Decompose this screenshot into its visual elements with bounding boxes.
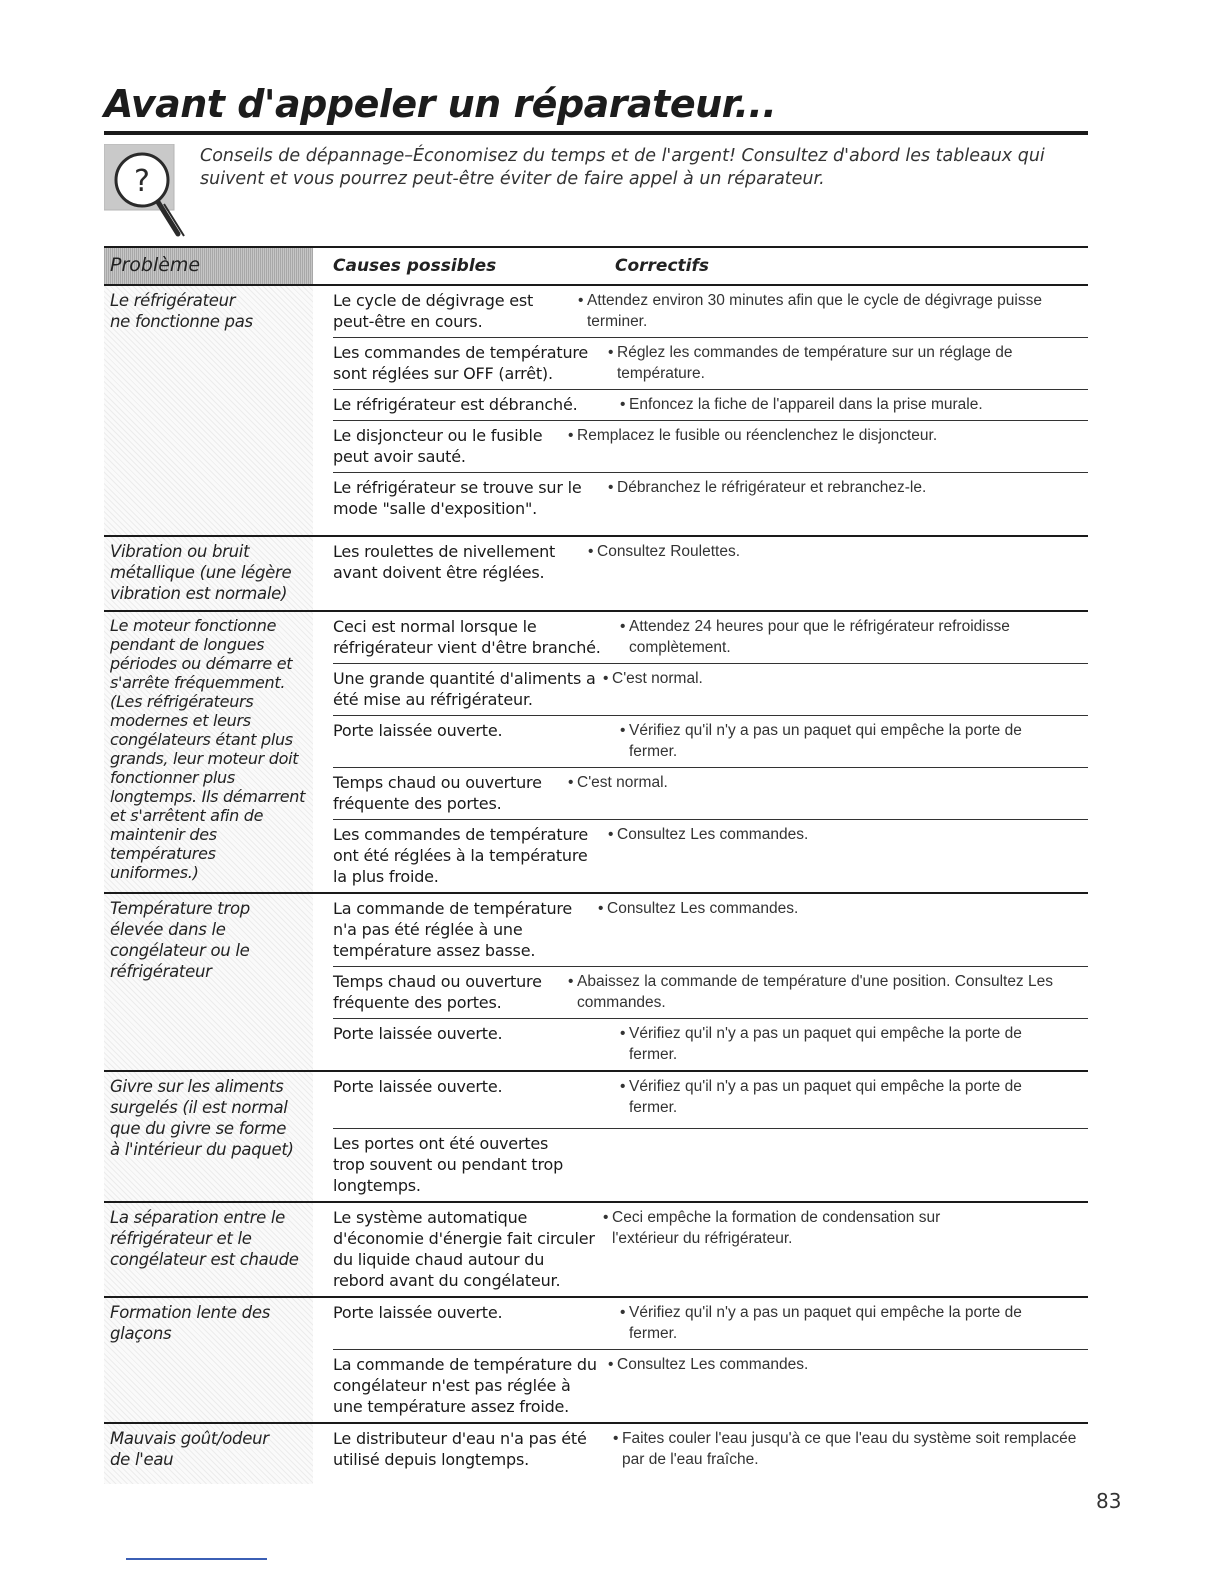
cause-text: La commande de température du congélateur n'est pas réglée à une température assez froide. (333, 1355, 597, 1416)
table-row (333, 967, 1088, 1019)
cause-text: Le réfrigérateur est débranché. (333, 395, 578, 414)
problem-cell (104, 1424, 313, 1484)
help-magnifier-icon (104, 144, 188, 240)
table-row (333, 537, 1088, 588)
cause-text: Une grande quantité d'aliments a été mise au réfrigérateur. (333, 669, 596, 709)
table-row (333, 768, 1088, 820)
table-row (333, 286, 1088, 338)
cause-text: Porte laissée ouverte. (333, 1024, 503, 1043)
problem-group (104, 286, 1088, 537)
header-problem (104, 248, 313, 284)
fix-text (573, 1133, 1088, 1196)
tip-text: Conseils de dépannage–Économisez du temps et de l'argent! Consultez d'abord les tableaux qui suivent et vous pourrez peut-être éviter de faire appel à un réparateur. (200, 146, 1045, 189)
header-problem-label: Problème (110, 254, 201, 276)
cause-text: Temps chaud ou ouverture fréquente des portes. (333, 773, 542, 813)
problem-text: La séparation entre le réfrigérateur et le congélateur est chaude (110, 1208, 299, 1269)
cause-text: Le distributeur d'eau n'a pas été utilisé depuis longtemps. (333, 1429, 587, 1469)
problem-group (104, 1072, 1088, 1203)
problem-text: Formation lente des glaçons (110, 1303, 270, 1343)
problem-text: Le réfrigérateur ne fonctionne pas (110, 291, 253, 331)
fix-text: • Remplacez le fusible ou réenclenchez le disjoncteur. (563, 425, 1088, 467)
cause-text: Porte laissée ouverte. (333, 721, 503, 740)
problem-cell (104, 286, 313, 535)
table-header (104, 246, 1088, 286)
cause-text: Temps chaud ou ouverture fréquente des portes. (333, 972, 542, 1012)
problem-group (104, 612, 1088, 894)
fix-text: • Vérifiez qu'il n'y a pas un paquet qui empêche la porte de fermer. (615, 1076, 1088, 1118)
fix-text: • Vérifiez qu'il n'y a pas un paquet qui empêche la porte de fermer. (615, 1302, 1088, 1344)
table-row (333, 1019, 1088, 1070)
cause-text: Porte laissée ouverte. (333, 1303, 503, 1322)
fix-text: • Attendez 24 heures pour que le réfrigérateur refroidisse complètement. (615, 616, 1088, 658)
fix-text: • Consultez Roulettes. (583, 541, 1088, 583)
problem-group (104, 537, 1088, 612)
fix-text: • C'est normal. (598, 668, 1088, 710)
table-row (333, 820, 1088, 892)
fix-text: • Consultez Les commandes. (603, 1354, 1088, 1417)
table-row (333, 664, 1088, 716)
troubleshooting-table (104, 246, 1088, 1484)
svg-text:?: ? (134, 164, 150, 199)
problem-text: Mauvais goût/odeur de l'eau (110, 1429, 269, 1469)
fix-text: • Débranchez le réfrigérateur et rebranchez-le. (603, 477, 1088, 519)
cause-text: Le réfrigérateur se trouve sur le mode "salle d'exposition". (333, 478, 582, 518)
fix-text: • Faites couler l'eau jusqu'à ce que l'eau du système soit remplacée par de l'eau fraîche. (608, 1428, 1088, 1470)
cause-text: Les commandes de température ont été réglées à la température la plus froide. (333, 825, 589, 886)
fix-text: • Consultez Les commandes. (603, 824, 1088, 887)
cause-text: Les roulettes de nivellement avant doivent être réglées. (333, 542, 556, 582)
cause-text: Les commandes de température sont réglées sur OFF (arrêt). (333, 343, 589, 383)
problem-group (104, 1298, 1088, 1424)
page-number: 83 (1096, 1489, 1122, 1513)
fix-text: • Réglez les commandes de température sur un réglage de température. (603, 342, 1088, 384)
table-row (333, 1298, 1088, 1350)
table-row (333, 338, 1088, 390)
problem-text: Givre sur les aliments surgelés (il est normal que du givre se forme à l'intérieur du paquet) (110, 1077, 294, 1159)
table-row (333, 473, 1088, 535)
problem-text: Température trop élevée dans le congélateur ou le réfrigérateur (110, 899, 250, 981)
table-row (333, 894, 1088, 967)
cause-text: Le cycle de dégivrage est peut-être en cours. (333, 291, 534, 331)
table-row (333, 1072, 1088, 1129)
table-row (333, 1350, 1088, 1422)
cause-text: Les portes ont été ouvertes trop souvent ou pendant trop longtemps. (333, 1134, 564, 1195)
fix-text: • Ceci empêche la formation de condensation sur l'extérieur du réfrigérateur. (598, 1207, 1088, 1291)
problem-text: Vibration ou bruit métallique (une légère vibration est normale) (110, 542, 292, 603)
cause-text: Le disjoncteur ou le fusible peut avoir sauté. (333, 426, 543, 466)
table-row (333, 1129, 1088, 1201)
problem-cell (104, 1203, 313, 1296)
cause-text: Le système automatique d'économie d'énergie fait circuler du liquide chaud autour du rebord avant du congélateur. (333, 1208, 595, 1290)
problem-group (104, 1203, 1088, 1298)
fix-text: • Enfoncez la fiche de l'appareil dans la prise murale. (615, 394, 1088, 415)
title-rule (104, 131, 1088, 135)
table-row (333, 1424, 1088, 1475)
table-row (333, 390, 1088, 421)
table-row (333, 1203, 1088, 1296)
cause-text: Porte laissée ouverte. (333, 1077, 503, 1096)
header-causes: Causes possibles (333, 256, 497, 276)
page-title: Avant d'appeler un réparateur... (104, 82, 777, 126)
problem-cell (104, 1298, 313, 1422)
fix-text: • Consultez Les commandes. (593, 898, 1088, 961)
problem-cell (104, 612, 313, 892)
problem-cell (104, 894, 313, 1070)
fix-text: • Attendez environ 30 minutes afin que le cycle de dégivrage puisse terminer. (573, 290, 1088, 332)
problem-cell (104, 1072, 313, 1201)
problem-cell (104, 537, 313, 610)
problem-text: Le moteur fonctionne pendant de longues périodes ou démarre et s'arrête fréquemment. (Les réfrigérateurs modernes et leurs congélateurs étant plus grands, leur moteur doit fonctionner plus longtemps. Ils démarrent et s'arrêtent afin de maintenir des températures uniformes.) (110, 616, 306, 882)
footer-link-line (126, 1558, 267, 1560)
fix-text: • Vérifiez qu'il n'y a pas un paquet qui empêche la porte de fermer. (615, 720, 1088, 762)
cause-text: Ceci est normal lorsque le réfrigérateur vient d'être branché. (333, 617, 601, 657)
fix-text: • C'est normal. (563, 772, 1088, 814)
fix-text: • Abaissez la commande de température d'une position. Consultez Les commandes. (563, 971, 1088, 1013)
table-row (333, 612, 1088, 664)
fix-text: • Vérifiez qu'il n'y a pas un paquet qui empêche la porte de fermer. (615, 1023, 1088, 1065)
cause-text: La commande de température n'a pas été réglée à une température assez basse. (333, 899, 573, 960)
problem-group (104, 894, 1088, 1072)
problem-group (104, 1424, 1088, 1484)
header-fixes: Correctifs (615, 256, 709, 276)
table-row (333, 716, 1088, 768)
table-row (333, 421, 1088, 473)
